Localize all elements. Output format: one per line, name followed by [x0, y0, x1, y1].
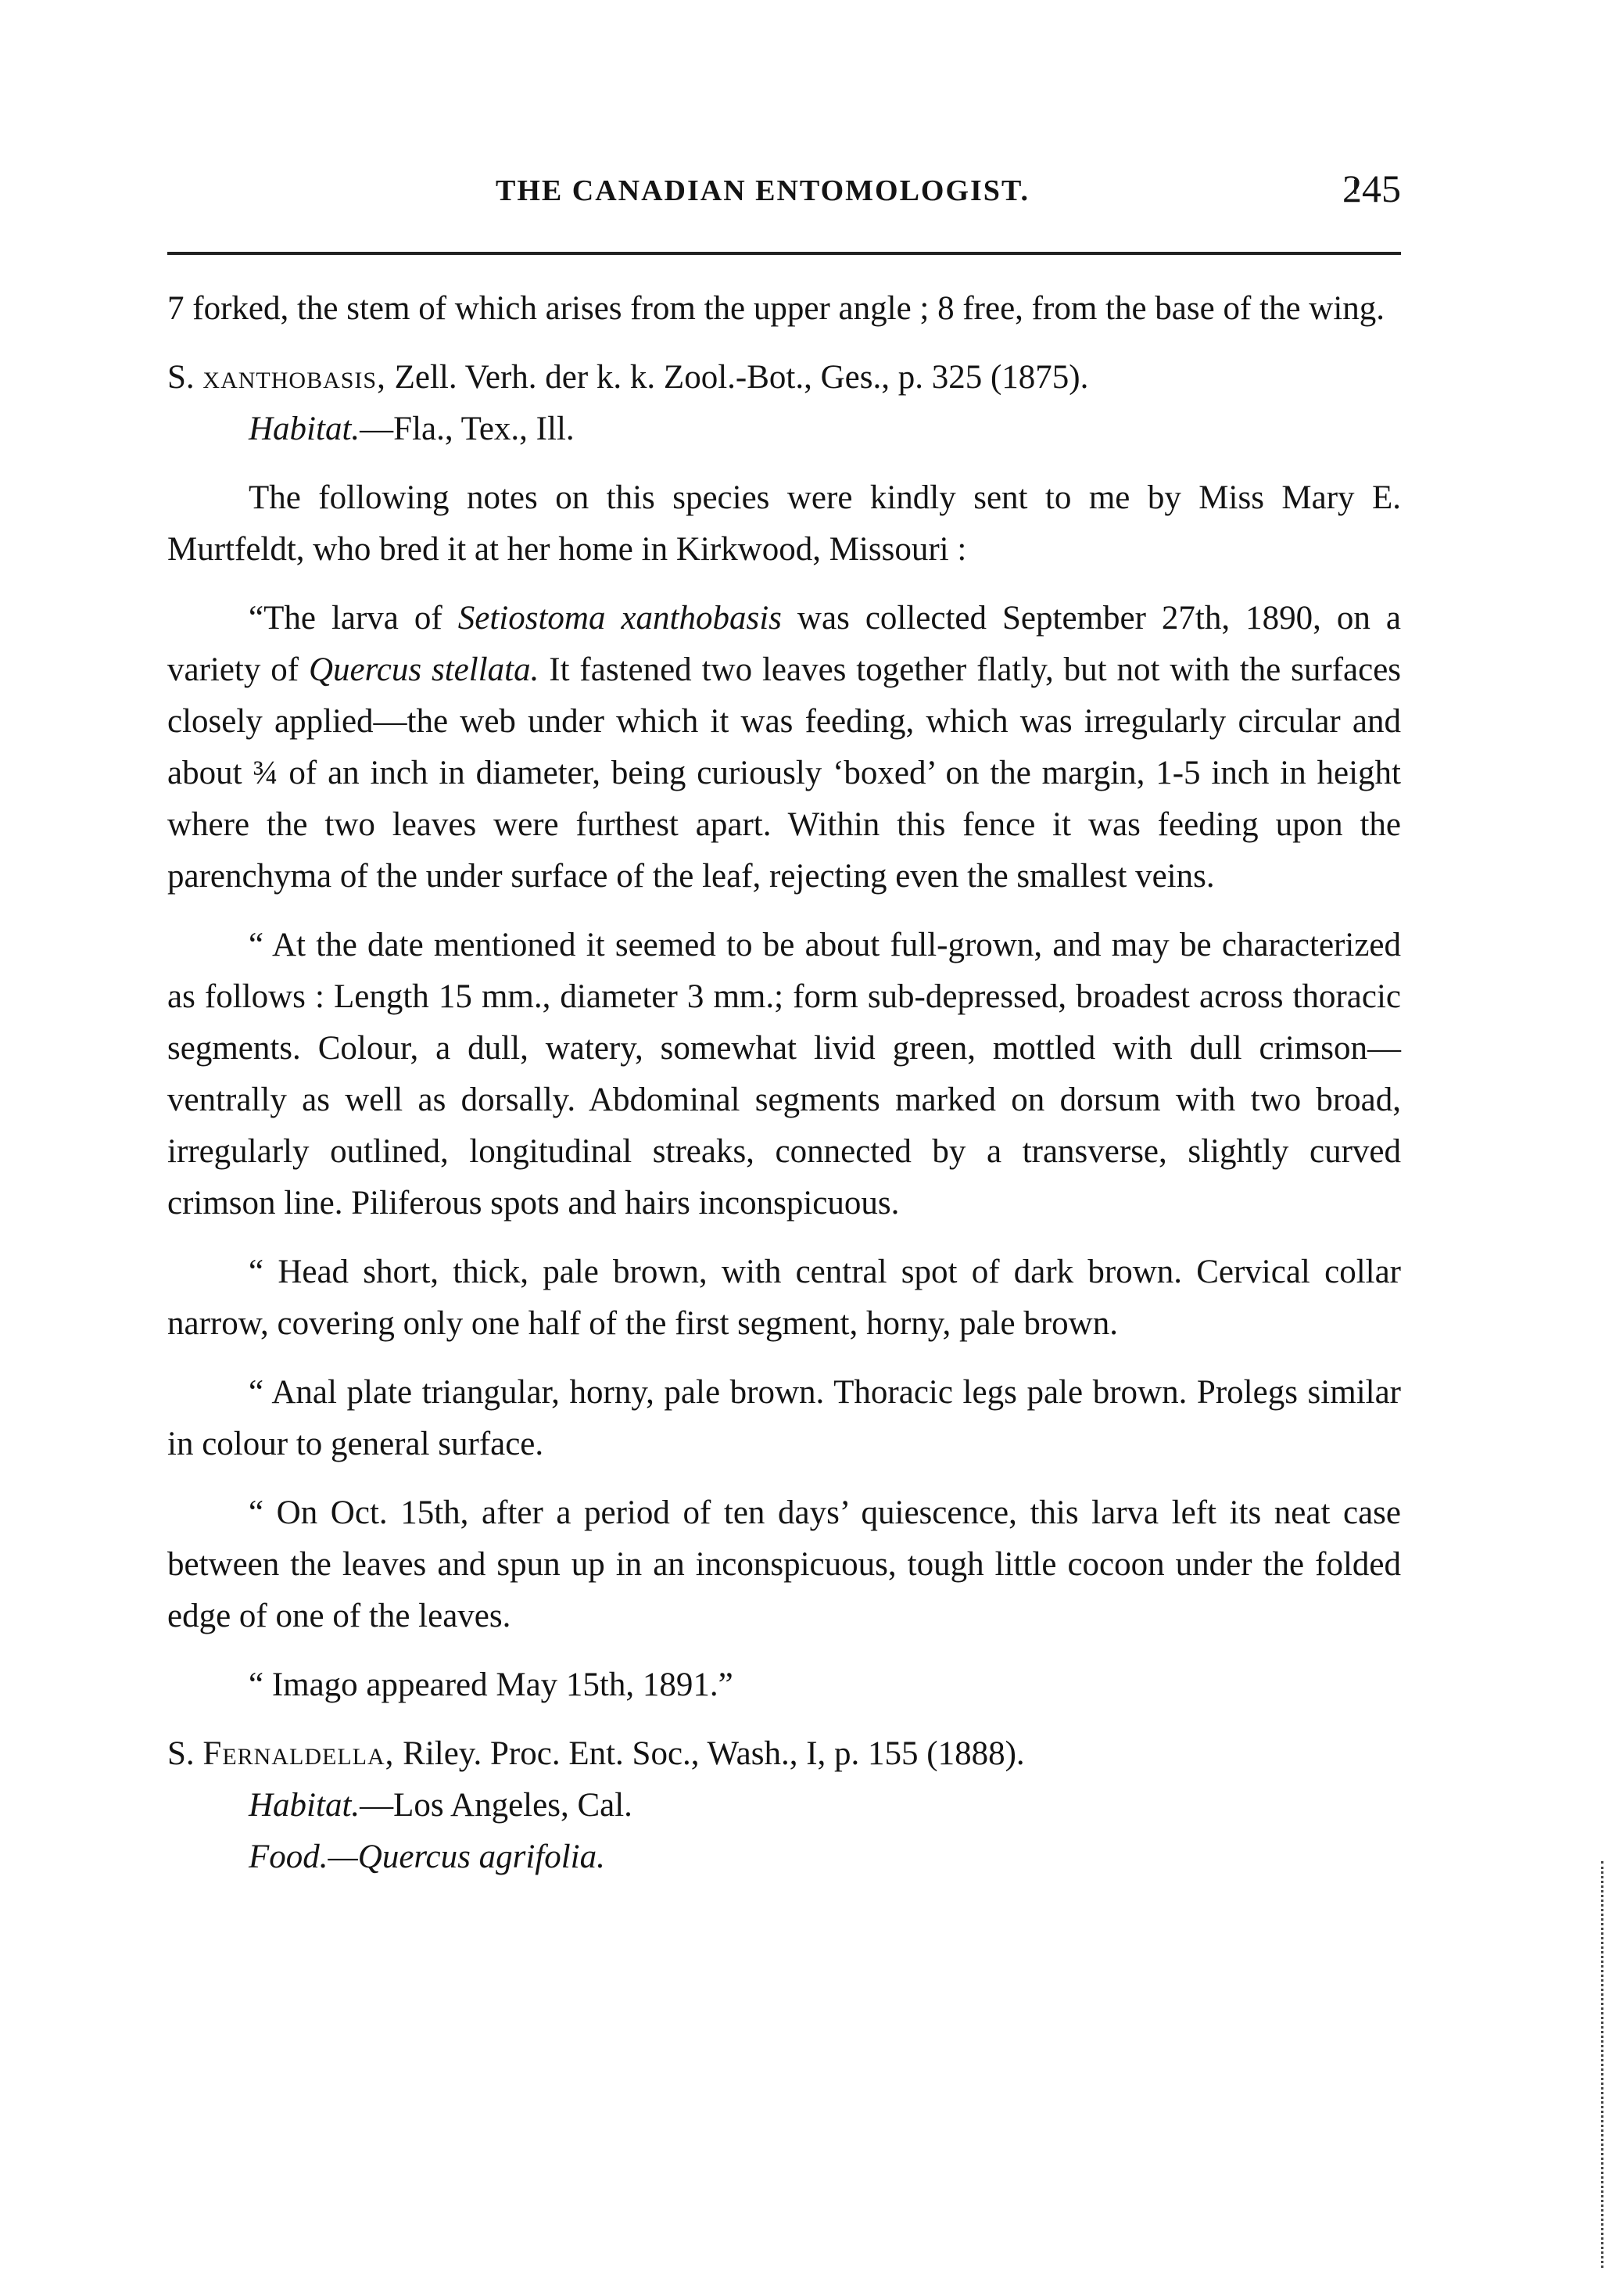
paragraph-continuation: 7 forked, the stem of which arises from the upper angle ; 8 free, from the base of the wing.	[167, 290, 1385, 327]
notes-intro-paragraph: The following notes on this species were kindly sent to me by Miss Mary E. Murtfeldt, who bred it at her home in Kirkwood, Missouri :	[167, 479, 1401, 568]
body-text	[167, 283, 1401, 1883]
quote-description-paragraph: “ At the date mentioned it seemed to be about full-grown, and may be characterized as follows : Length 15 mm., diameter 3 mm.; form sub-depressed, broadest across thoracic segments. Colour, a dull, watery, somewhat livid green, mottled with dull crimson—ventrally as well as dorsally. Abdominal segments marked on dorsum with two broad, irregularly outlined, longitudinal streaks, connected by a transverse, slightly curved crimson line. Piliferous spots and hairs inconspicuous.	[167, 927, 1401, 1222]
food-value: —Quercus agrifolia.	[328, 1839, 605, 1875]
species-citation: Riley. Proc. Ent. Soc., Wash., I, p. 155 (1888).	[403, 1735, 1025, 1772]
plant-italic: Quercus stellata.	[309, 651, 539, 688]
header-rule	[167, 252, 1401, 255]
food-label: Food.	[249, 1839, 328, 1875]
habitat-line	[249, 1780, 1401, 1831]
scan-edge-marks	[1601, 1861, 1608, 2268]
species-genus-abbr: S.	[167, 359, 195, 396]
species-name: Fernaldella,	[202, 1735, 395, 1772]
quote-cocoon-paragraph: “ On Oct. 15th, after a period of ten days’ quiescence, this larva left its neat case between the leaves and spun up in an inconspicuous, tough little cocoon under the folded edge of one of the leaves.	[167, 1494, 1401, 1634]
habitat-value: —Los Angeles, Cal.	[360, 1787, 632, 1824]
quote-larva-paragraph: “The larva of Setiostoma xanthobasis was collected September 27th, 1890, on a variety of Quercus stellata. It fastened two leaves together flatly, but not with the surfaces closely applied—the web under which it was feeding, which was irregularly circular and about ¾ of an inch in diameter, being curiously ‘boxed’ on the margin, 1-5 inch in height where the two leaves were furthest apart. Within this fence it was feeding upon the parenchyma of the under surface of the leaf, rejecting even the smallest veins.	[167, 600, 1402, 895]
species-italic: Setiostoma xanthobasis	[457, 600, 782, 637]
quote-head-paragraph: “ Head short, thick, pale brown, with central spot of dark brown. Cervical collar narrow, covering only one half of the first segment, horny, pale brown.	[167, 1254, 1401, 1342]
habitat-line	[249, 404, 1401, 455]
food-line	[249, 1831, 1401, 1883]
species-genus-abbr: S.	[167, 1735, 195, 1772]
running-head: THE CANADIAN ENTOMOLOGIST.	[496, 174, 1030, 207]
species-entry-fernaldella	[167, 1728, 1401, 1780]
habitat-label: Habitat.	[249, 1787, 360, 1824]
species-name: xanthobasis,	[202, 359, 386, 396]
species-citation: Zell. Verh. der k. k. Zool.-Bot., Ges., p. 325 (1875).	[394, 359, 1089, 396]
species-entry-xanthobasis	[167, 352, 1401, 404]
habitat-value: —Fla., Tex., Ill.	[360, 411, 575, 447]
quote-anal-plate-paragraph: “ Anal plate triangular, horny, pale brown. Thoracic legs pale brown. Prolegs similar in colour to general surface.	[167, 1374, 1401, 1462]
page-number: 245	[1342, 167, 1401, 210]
quote-imago-paragraph: “ Imago appeared May 15th, 1891.”	[249, 1666, 733, 1703]
habitat-label: Habitat.	[249, 411, 360, 447]
page-header	[167, 167, 1401, 228]
